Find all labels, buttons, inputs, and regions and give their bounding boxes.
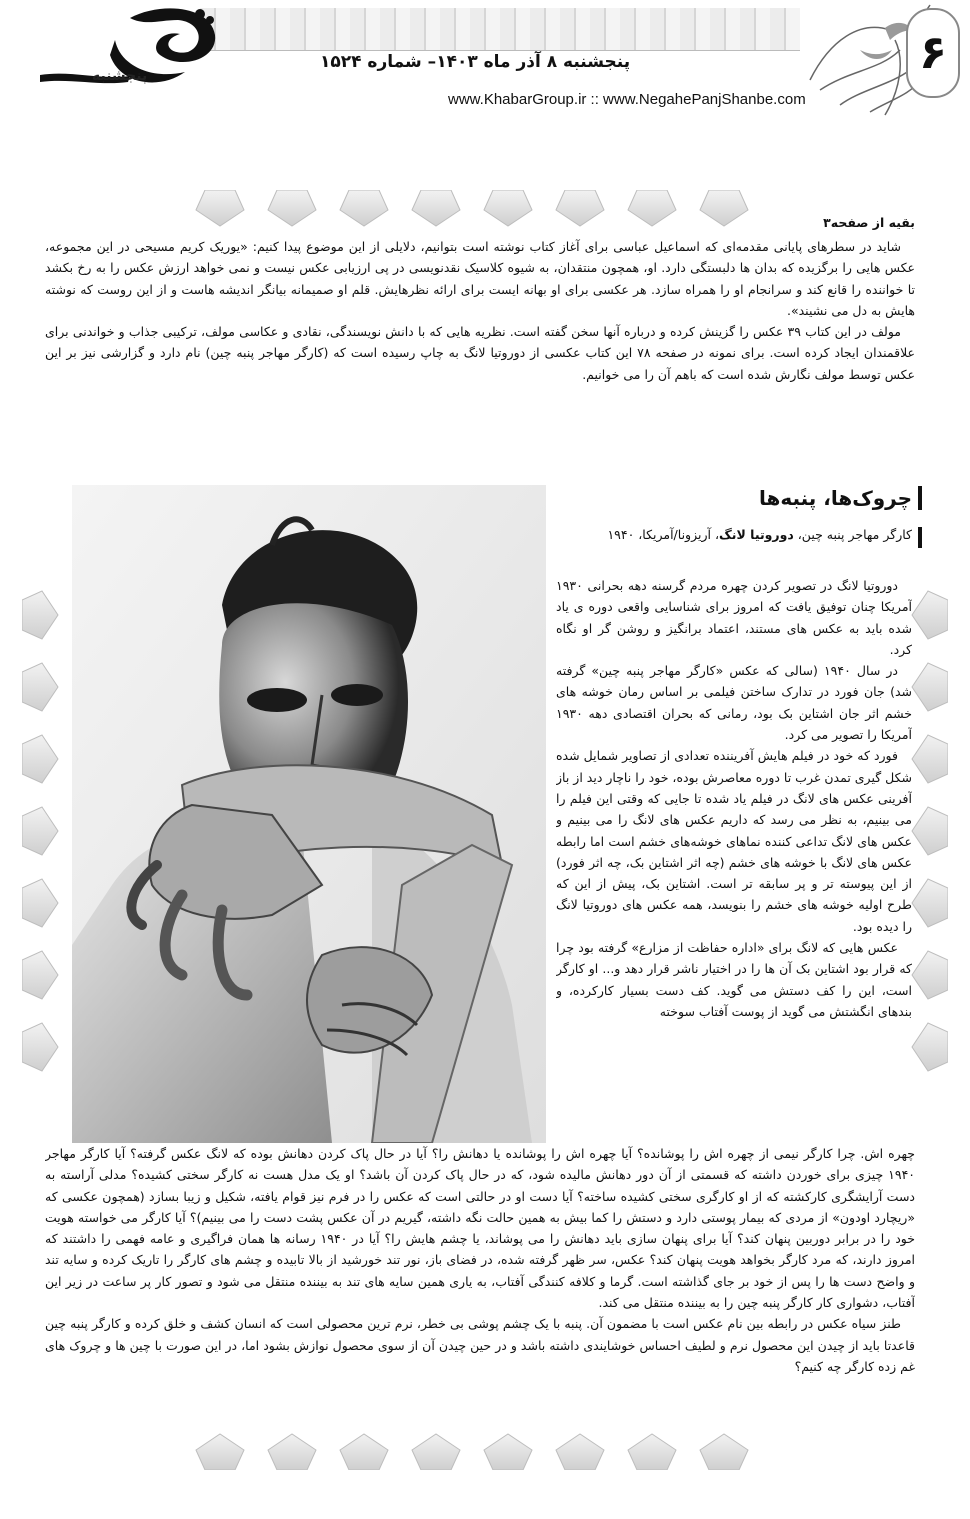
issue-date: پنجشنبه ۸ آذر ماه ۱۴۰۳– شماره ۱۵۲۴ bbox=[320, 52, 631, 72]
article-photograph bbox=[72, 485, 546, 1143]
article-paragraph: در سال ۱۹۴۰ (سالی که عکس «کارگر مهاجر پنبه چین» گرفته شد) جان فورد در تدارک ساختن فیلمی بر اساس رمان خوشه های خشم اثر جان اشتاین بک بود، رمانی که بحران اقتصادی دهه ۱۹۳۰ آمریکا را تصویر می کرد. bbox=[556, 663, 912, 743]
ornament-band bbox=[200, 8, 800, 51]
photographer-name: دوروتیا لانگ bbox=[719, 527, 794, 542]
newspaper-logo bbox=[10, 0, 240, 105]
photo-caption bbox=[556, 527, 922, 548]
intro-paragraph: شاید در سطرهای پایانی مقدمه‌ای که اسماعیل عباسی برای آغاز کتاب نوشته است بتوانیم، دلایلی از این موضوع پیدا کنیم: «یوریک کریم مسیحی در این مجموعه، عکس هایی را برگزیده که بدان ها دلبستگی دارد. او، همچون منتقدان، به شیوه کلاسیک نقدنویسی در پی ارزیابی عکس نیست و نمی خواهد ارزش عکس را به رخ بکشد تا خواننده را قانع کند و سرانجام او را همراه سازد. هر عکسی برای او بهانه ایست برای ارائه نظرهایش. قلم او صمیمانه بیانگر اندیشه هاست و از این روست که نوشته هایش به دل می نشیند». bbox=[45, 239, 915, 318]
article-paragraph: دوروتیا لانگ در تصویر کردن چهره مردم گرسنه دهه بحرانی ۱۹۳۰ آمریکا چنان توفیق یافت که امروز برای شناسایی واقعی دوره ی یاد شده باید به عکس های مستند، اعتماد برانگیز و روشن گر او نگاه کرد. bbox=[556, 578, 912, 657]
article-column bbox=[556, 575, 912, 1141]
article-paragraph: طنز سیاه عکس در رابطه بین نام عکس است با مضمون آن. پنبه با یک چشم پوشی بی خطر، نرم ترین محصولی است که انسان کشف و خلق کرده و کارگر پنبه چین قاعدتا باید از چیدن این محصول نرم و لطیف احساس خوشایندی داشته باشد و در حین چیدن آن از سوی محصول نوازش بشود اما، در این صورت با چین ها و چروک های غم زده کارگر چه کنیم؟ bbox=[45, 1316, 915, 1374]
caption-text: ، آریزونا/آمریکا، ۱۹۴۰ bbox=[607, 527, 719, 542]
article-paragraph: عکس هایی که لانگ برای «اداره حفاظت از مزارع» گرفته بود چرا که قرار بود اشتاین بک آن ها را در اختیار ناشر قرار دهد و... او کارگر است، این را کف دستش می گوید. کف دست بسیار کارکرده، و بندهای انگشتش می گوید از پوست آفتاب سوخته bbox=[556, 940, 912, 1019]
article-heading: چروک‌ها، پنبه‌ها bbox=[556, 486, 922, 510]
masthead bbox=[0, 0, 970, 125]
website-urls: www.KhabarGroup.ir :: www.NegahePanjShanbe.com bbox=[448, 91, 806, 108]
logo-subtitle: پنجشنبه bbox=[92, 68, 148, 84]
intro-paragraph: مولف در این کتاب ۳۹ عکس را گزینش کرده و درباره آنها سخن گفته است. نظریه هایی که با دانش نویسندگی، نقادی و عکاسی مولف، ترکیبی جذاب و خواندنی برای علاقمندان ایجاد کرده است. برای نمونه در صفحه ۷۸ این کتاب عکسی از دوروتیا لانگ به چاپ رسیده است که (کارگر مهاجر پنبه چین) نام دارد و گزارشی نیز بر این عکس توسط مولف نگارش شده است که باهم آن را می خوانیم. bbox=[45, 324, 915, 382]
intro-text bbox=[45, 236, 915, 385]
continued-from-label: بقیه از صفحه۳ bbox=[823, 215, 915, 230]
article-paragraph: فورد که خود در فیلم هایش آفریننده تعدادی از تصاویر شمایل شده شکل گیری تمدن غرب تا دوره معاصرش بوده، خود را ناچار دید از باز آفرینی عکس های لانگ در فیلم یاد شده تا جایی که وقتی این فیلم را می بینیم، به نظر می رسد که داریم عکس های لانگ را می بینیم و عکس های لانگ تداعی کننده نماهای خوشه‌های خشم است اما رابطه عکس های لانگ با خوشه های خشم (چه اثر اشتاین بک، چه اثر فورد) از این پیوسته تر و پر سابقه تر است. اشتاین بک، پیش از این که طرح اولیه خوشه های خشم را بنویسد، همه عکس های دوروتیا لانگ را دیده بود. bbox=[556, 748, 912, 934]
caption-text: کارگر مهاجر پنبه چین، bbox=[793, 527, 912, 542]
page-number: ۶ bbox=[906, 8, 960, 98]
article-paragraph: چهره اش. چرا کارگر نیمی از چهره اش را پوشانده؟ آیا چهره اش را پوشانده یا دهانش را؟ آیا در حال پاک کردن دهانش بوده که لانگ عکس گرفته؟ آیا کارگر مهاجر ۱۹۴۰ چیزی برای خوردن داشته که قسمتی از آن دور دهانش مالیده شود، که در حال پاک کردن آن باشد؟ او یک مدل هست نه کارگر سختی کشیده؟ مدلی آراسته به دست آرایشگری کارکشته که از او کارگری سختی کشیده ساخته؟ آیا دست او در حالتی است که عکس را در فرم نیز قوام یافته، شکیل و زیبا بسازد (همچون عکسی که «ریچارد اودون» از مردی که بیمار پوستی دارد و دستش را کما بیش به همین حالت نگه داشته، گیریم در آن عکس پشت دست را می بینیم)؟ آیا کارگر می خواسته هویت خود را در برابر دوربین پنهان کند؟ آیا برای پنهان سازی باید دهانش را می پوشاند، یا چشم هایش را؟ آیا در ۱۹۴۰ رسانه ها همان فراگیری و عامه فهمی را داشتند که امروز دارند، که مرد کارگر بخواهد هویت پنهان کند؟ عکس، سر ظهر گرفته شده، در فضای باز، نور تند خورشید از بالا تابیده و چشم های کارگر را تاریک کرده و سایه تند و واضح دست ها را پس از خود بر جای گذاشته است. گرما و کلافه کنندگی آفتاب، به یاری همین سایه های تند به بیننده منتقل می شود و تصور کار پر ساعت در زیر این آفتاب، دشواری کار کارگر پنبه چین را به بیننده منتقل می کند. bbox=[45, 1146, 915, 1311]
article-full-width bbox=[45, 1143, 915, 1443]
